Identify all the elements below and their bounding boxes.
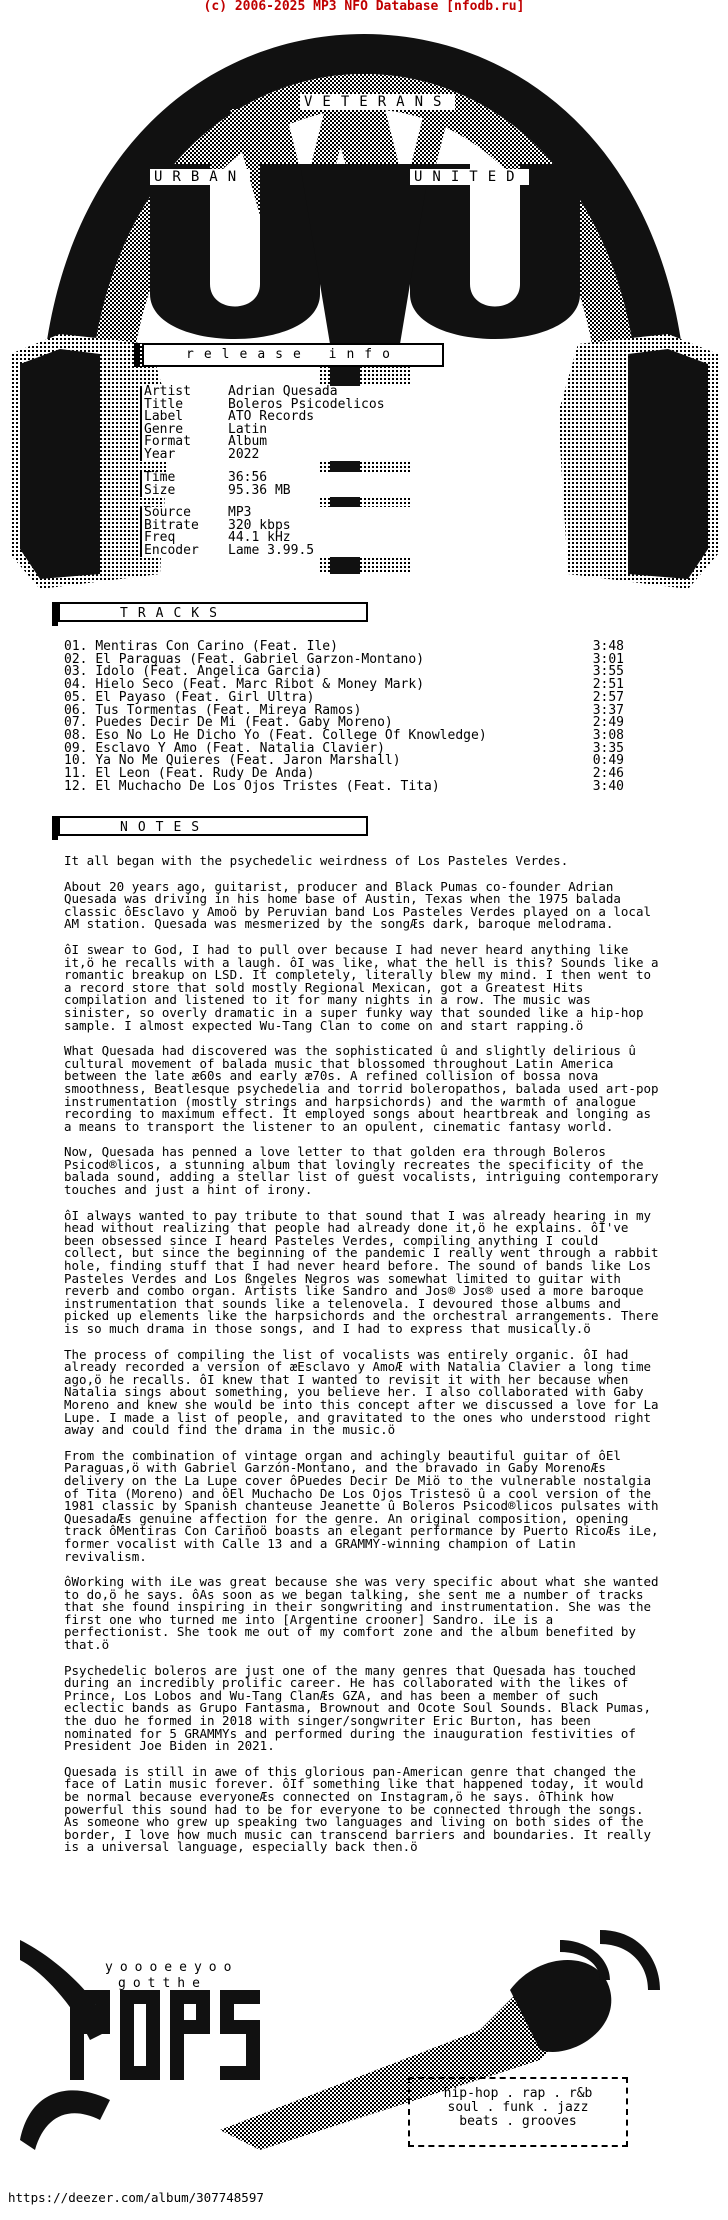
- track-title: Idolo (Feat. Angelica Garcia): [95, 664, 323, 680]
- footer-tagline-2: gotthe: [118, 1976, 207, 1991]
- info-key: Artist: [140, 386, 224, 399]
- logo-veterans: VETERANS: [300, 94, 455, 110]
- track-title: Esclavo Y Amo (Feat. Natalia Clavier): [95, 740, 385, 756]
- track-title: El Payaso (Feat. Girl Ultra): [95, 689, 315, 705]
- track-list: [64, 641, 624, 793]
- info-value: MP3: [228, 505, 252, 520]
- notes-paragraph: From the combination of vintage organ and achingly beautiful guitar of ôEl Paraguas,ö with Gabriel Garzón-Montano, and the bravado in Gaby MorenoÆs delivery on the La Lupe cover ôPuedes Decir De Miö to the vulnerable nostalgia of Tita (Moreno) and ôEl Muchacho De Los Ojos Tristesö û a cool version of the 1981 classic by Spanish chanteuse Jeanette û Boleros Psicod®licos pulsates with QuesadaÆs genuine affection for the genre. An original composition, opening track ôMentiras Con Cariñoö boasts an elegant performance by Puerto RicoÆs iLe, former vocalist with Calle 13 and a GRAMMY-winning champion of Latin revivalism.: [64, 1447, 659, 1564]
- track-number: 09.: [64, 740, 88, 756]
- track-number: 01.: [64, 639, 88, 654]
- track-title: El Leon (Feat. Rudy De Anda): [95, 766, 315, 782]
- track-title: Ya No Me Quieres (Feat. Jaron Marshall): [95, 753, 401, 769]
- track-number: 02.: [64, 651, 88, 667]
- info-value: 95.36 MB: [228, 482, 291, 498]
- info-value: Adrian Quesada: [228, 384, 338, 399]
- track-title: Mentiras Con Carino (Feat. Ile): [95, 639, 338, 654]
- notes-title: NOTES: [120, 820, 210, 835]
- info-value: ATO Records: [228, 409, 315, 424]
- logo-united: UNITED: [410, 169, 529, 185]
- track-number: 10.: [64, 753, 88, 769]
- track-number: 12.: [64, 778, 88, 794]
- info-value: 36:56: [228, 470, 268, 485]
- track-time: 3:37: [592, 702, 624, 718]
- release-info-header: [142, 343, 444, 367]
- track-time: 2:46: [592, 766, 624, 782]
- info-row: [140, 446, 440, 462]
- notes-paragraph: Now, Quesada has penned a love letter to that golden era through Boleros Psicod®licos, a stunning album that lovingly recreates the specificity of the balada sound, adding a stellar list of guest vocalists, intriguing contemporary touches and just a hint of irony.: [64, 1144, 659, 1198]
- notes-paragraph: Quesada is still in awe of this glorious pan-American genre that changed the face of Latin music forever. ôIf something like that happened today, it would be normal because everyoneÆs connected on Instagram,ö he says. ôThink how powerful this sound had to be for everyone to be connected through the songs. As someone who grew up speaking two languages and living on both sides of the border, I love how much music can transcend barriers and boundaries. It really is a universal language, especially back then.ö: [64, 1763, 651, 1855]
- notes-paragraph: ôI always wanted to pay tribute to that sound that I was already hearing in my head without realizing that people had already done it,ö he explains. ôI've been obsessed since I heard Pasteles Verdes, compiling anything I could collect, but since the beginning of the pandemic I really went through a rabbit hole, finding stuff that I had never heard before. The sound of bands like Los Pasteles Verdes and Los ßngeles Negros was somewhat limited to guitar with reverb and combo organ. Artists like Sandro and Jos® Jos® used a more baroque instrumentation that sounds like a telenovela. I devoured those albums and picked up elements like the harpsichords and the orchestral arrangements. There is so much drama in those songs, and I had to express that musically.ö: [64, 1207, 659, 1336]
- track-title: Puedes Decir De Mi (Feat. Gaby Moreno): [95, 715, 393, 731]
- info-key: Title: [140, 399, 224, 412]
- footer-tagline-1: yoooeeyoo: [105, 1960, 239, 1975]
- notes-header: [58, 816, 368, 836]
- info-key: Source: [140, 507, 224, 520]
- info-row: [140, 542, 440, 558]
- notes-paragraph: The process of compiling the list of vocalists was entirely organic. ôI had already recorded a version of æEsclavo y AmoÆ with Natalia Clavier a long time ago,ö he recalls. ôI knew that I wanted to revisit it with her because when Natalia sings about something, you believe her. I also collaborated with Gaby Moreno and knew she would be into this concept after we discussed a love for La Lupe. I made a list of people, and gravitated to the ones who understood right away and could find the drama in the music.ö: [64, 1346, 659, 1438]
- info-key: Size: [140, 485, 224, 498]
- track-time: 2:51: [592, 677, 624, 693]
- track-title: Eso No Lo He Dicho Yo (Feat. College Of Knowledge): [95, 727, 487, 743]
- track-time: 3:35: [592, 740, 624, 756]
- track-number: 06.: [64, 702, 88, 718]
- release-tech: [140, 507, 440, 557]
- track-number: 11.: [64, 766, 88, 782]
- info-row: [140, 436, 440, 449]
- tracks-header: [58, 602, 368, 622]
- info-value: 44.1 kHz: [228, 530, 291, 545]
- track-title: El Muchacho De Los Ojos Tristes (Feat. Tita): [95, 778, 440, 794]
- track-time: 0:49: [592, 753, 624, 769]
- nfo-credit: (c) 2006-2025 MP3 NFO Database [nfodb.ru]: [203, 0, 525, 14]
- info-value: 2022: [228, 446, 260, 462]
- genre-line-1: hip-hop . rap . r&b: [443, 2086, 593, 2101]
- info-key: Format: [140, 436, 224, 449]
- notes-paragraph: ôI swear to God, I had to pull over because I had never heard anything like it,ö he recalls with a laugh. ôI was like, what the hell is this? Sounds like a romantic breakup on LSD. It completely, literally blew my mind. I then went to a record store that sold mostly Regional Mexican, got a Greatest Hits compilation and listened to it for many nights in a row. The music was sinister, so overly dramatic in a super funky way that sounded like a hip-hop sample. I almost expected Wu-Tang Clan to come on and start rapping.ö: [64, 941, 659, 1033]
- info-key: Genre: [140, 424, 224, 437]
- track-time: 3:08: [592, 727, 624, 743]
- release-info-title: release info: [186, 347, 400, 362]
- release-details: [140, 386, 440, 461]
- notes-body: [64, 855, 664, 1867]
- info-row: [140, 411, 440, 424]
- track-time: 2:57: [592, 689, 624, 705]
- notes-paragraph: Psychedelic boleros are just one of the many genres that Quesada has touched during an incredibly prolific career. He has collaborated with the likes of Prince, Los Lobos and Wu-Tang ClanÆs GZA, and has been a member of such eclectic bands as Grupo Fantasma, Brownout and Ocote Soul Sounds. Black Pumas, the duo he formed in 2018 with singer/songwriter Eric Burton, has been nominated for 5 GRAMMYs and performed during the inauguration festivities of President Joe Biden in 2021.: [64, 1662, 651, 1754]
- notes-paragraph: ôWorking with iLe was great because she was very specific about what she wanted to do,ö he says. ôAs soon as we began talking, she sent me a number of tracks that she found inspiring in their songwriting and instrumentation. She was the first one who turned me into [Argentine crooner] Sandro. iLe is a perfectionist. She took me out of my comfort zone and the album benefited by that.ö: [64, 1574, 659, 1653]
- info-row: [140, 482, 440, 498]
- info-key: Year: [140, 449, 224, 462]
- tracks-title: TRACKS: [120, 606, 227, 621]
- track-time: 3:55: [592, 664, 624, 680]
- info-value: Lame 3.99.5: [228, 542, 315, 558]
- notes-paragraph: About 20 years ago, guitarist, producer and Black Pumas co-founder Adrian Quesada was driving in his home base of Austin, Texas when the 1975 balada classic ôEsclavo y Amoö by Peruvian band Los Pasteles Verdes played on a local AM station. Quesada was mesmerized by the songÆs dark, baroque melodrama.: [64, 878, 651, 932]
- track-title: Hielo Seco (Feat. Marc Ribot & Money Mark): [95, 677, 425, 693]
- track-number: 04.: [64, 677, 88, 693]
- notes-paragraph: What Quesada had discovered was the sophisticated û and slightly delirious û cultural movement of balada music that blossomed throughout Latin America between the late æ60s and early æ70s. A refined collision of bossa nova smoothness, Beatlesque psychedelia and torrid boleropathos, balada used art-pop instrumentation (mostly strings and harpsichords) and the warmth of analogue recording to maximum effect. It employed songs about heartbreak and longing as a means to transport the listener to an opulent, cinematic fantasy world.: [64, 1043, 659, 1134]
- track-number: 07.: [64, 715, 88, 731]
- track-number: 05.: [64, 689, 88, 705]
- info-key: Time: [140, 472, 224, 485]
- genre-line-3: beats . grooves: [459, 2114, 577, 2129]
- track-title: Tus Tormentas (Feat. Mireya Ramos): [95, 702, 362, 718]
- info-key: Freq: [140, 532, 224, 545]
- genre-box: [408, 2077, 628, 2147]
- release-time: [140, 472, 440, 497]
- list-item: [64, 778, 624, 794]
- logo-urban: URBAN: [150, 169, 250, 185]
- track-title: El Paraguas (Feat. Gabriel Garzon-Montano): [95, 651, 425, 667]
- track-time: 2:49: [592, 715, 624, 731]
- track-number: 08.: [64, 727, 88, 743]
- header-tab-left: [134, 343, 140, 367]
- track-time: 3:48: [592, 639, 624, 654]
- info-key: Label: [140, 411, 224, 424]
- info-value: Boleros Psicodelicos: [228, 396, 385, 412]
- info-key: Encoder: [140, 545, 224, 558]
- info-value: Latin: [228, 421, 268, 437]
- track-number: 03.: [64, 664, 88, 680]
- album-url-link[interactable]: https://deezer.com/album/307748597: [8, 2190, 264, 2205]
- notes-paragraph: It all began with the psychedelic weirdness of Los Pasteles Verdes.: [64, 853, 569, 868]
- genre-line-2: soul . funk . jazz: [447, 2100, 589, 2115]
- track-time: 3:40: [592, 778, 624, 794]
- info-value: 320 kbps: [228, 517, 291, 533]
- info-key: Bitrate: [140, 520, 224, 533]
- info-value: Album: [228, 434, 268, 449]
- track-time: 3:01: [592, 651, 624, 667]
